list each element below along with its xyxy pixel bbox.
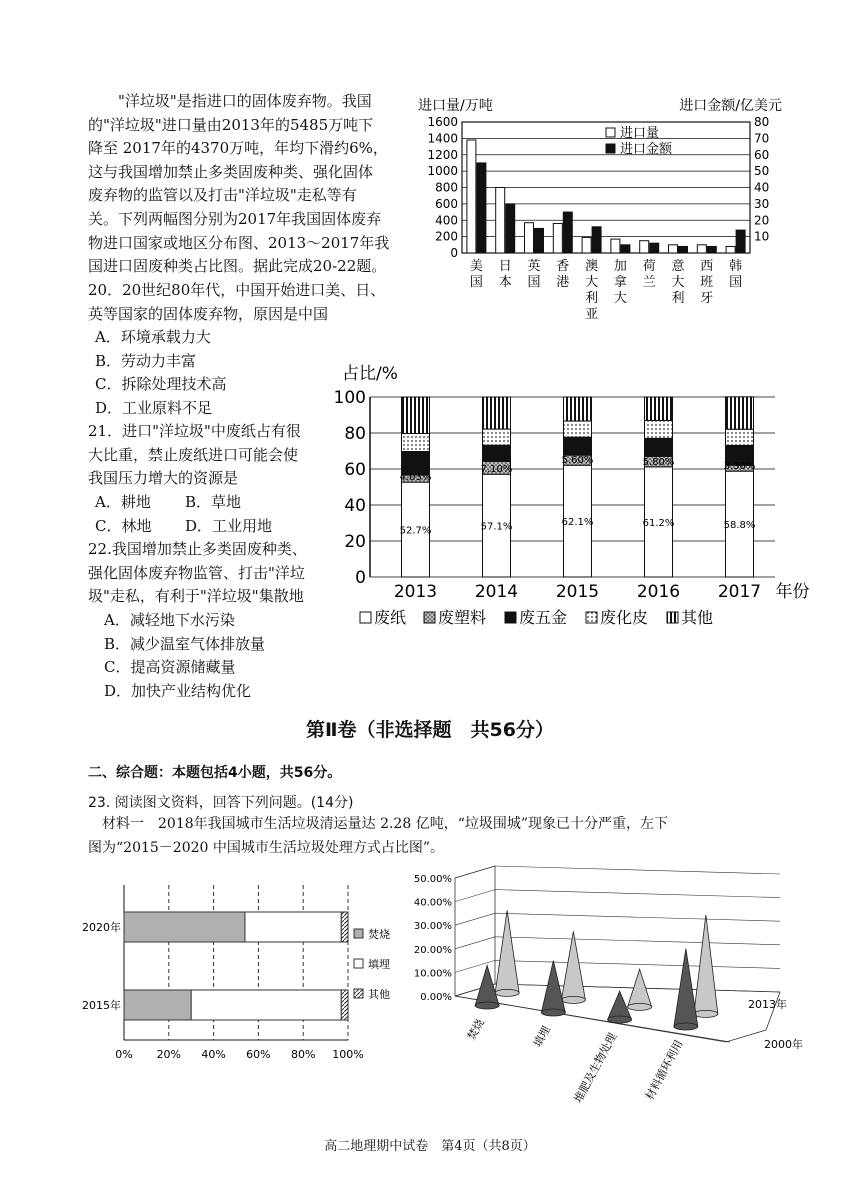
- bar-quantity: [467, 140, 476, 253]
- category-label: 2020年: [82, 921, 121, 934]
- depth-label: 2000年: [764, 1038, 803, 1051]
- right-tick-label: 70: [754, 131, 770, 146]
- legend-swatch: [354, 959, 363, 968]
- stack-segment: [645, 397, 673, 420]
- category-label: 国: [469, 275, 483, 290]
- intro-line: 关。下列两幅图分别为2017年我国固体废弃: [88, 209, 382, 228]
- category-label: 国: [527, 275, 541, 290]
- q22-stem-line: 圾"走私，有利于"洋垃圾"集散地: [88, 587, 304, 606]
- bar-amount: [506, 204, 515, 253]
- y-tick-label: 0.00%: [420, 992, 452, 1003]
- q21-option-a: A．耕地: [95, 493, 151, 511]
- category-label: 牙: [700, 291, 714, 306]
- depth-label: 2013年: [748, 998, 787, 1011]
- q20-option-a: A．环境承载力大: [95, 328, 211, 346]
- legend-swatch: [667, 612, 678, 623]
- category-label: 2015年: [82, 999, 121, 1012]
- x-tick-label: 60%: [246, 1048, 271, 1061]
- x-tick-label: 2015: [555, 582, 600, 602]
- right-tick-label: 20: [754, 213, 770, 228]
- category-label: 意: [671, 259, 685, 274]
- gridline: [495, 913, 780, 921]
- data-label: 5.60%: [561, 455, 594, 467]
- y-tick-label: 30.00%: [413, 921, 452, 933]
- method-hbar-chart: [80, 880, 400, 1070]
- x-tick-label: 100%: [332, 1048, 364, 1061]
- category-label: 美: [469, 259, 483, 274]
- right-tick-label: 10: [754, 229, 770, 244]
- y-tick-label: 80: [344, 424, 366, 444]
- y-tick-label: 10.00%: [413, 968, 452, 980]
- stack-segment: [564, 421, 592, 437]
- category-label: 填埋: [531, 1023, 554, 1050]
- cone-base: [628, 1003, 652, 1010]
- legend-label: 废化皮: [600, 608, 649, 627]
- gridline: [455, 913, 495, 925]
- data-label: 52.7%: [399, 525, 432, 537]
- bar-amount: [707, 246, 716, 253]
- x-tick-label: 40%: [201, 1048, 226, 1061]
- bar-quantity: [553, 224, 562, 253]
- data-label: 4.03%: [399, 472, 432, 484]
- q22-option-b: B．减少温室气体排放量: [104, 634, 266, 653]
- q22-options: [104, 609, 265, 703]
- cone-base: [694, 1010, 718, 1017]
- cone-chart-plot: [414, 866, 803, 1105]
- q21-options-row: [95, 491, 272, 515]
- category-label: 材料循环利用: [643, 1037, 686, 1103]
- y-axis-title: 占比/%: [342, 364, 398, 384]
- category-label: 拿: [613, 275, 627, 290]
- bar-amount: [736, 230, 745, 253]
- bar-quantity: [496, 188, 505, 254]
- gridline: [495, 866, 780, 874]
- gridline: [495, 960, 780, 968]
- q21-option-b: B．草地: [185, 493, 242, 511]
- page-footer: 高二地理期中试卷 第4页（共8页）: [324, 1139, 536, 1154]
- q20-stem-line: 英等国家的固体废弃物，原因是中国: [88, 304, 329, 323]
- gridline: [495, 937, 780, 945]
- stack-segment: [483, 397, 511, 429]
- category-label: 加: [613, 259, 627, 274]
- x-tick-label: 2016: [636, 582, 681, 602]
- q22-stem-line: 22.我国增加禁止多类固废种类、: [88, 540, 307, 558]
- data-label: 61.2%: [642, 517, 675, 529]
- cone: [495, 910, 519, 993]
- right-tick-label: 30: [754, 196, 770, 211]
- q20-stem: [88, 279, 385, 326]
- stack-segment: [726, 429, 754, 445]
- right-tick-label: 50: [754, 164, 770, 179]
- bar-quantity: [726, 246, 735, 253]
- material1: [88, 812, 788, 860]
- y-tick-label: 50.00%: [413, 874, 452, 885]
- stack-segment: [483, 445, 511, 461]
- bar-quantity: [611, 239, 620, 253]
- x-axis-suffix: 年份: [775, 582, 810, 602]
- intro-line: 废弃物的监管以及打击"洋垃圾"走私等有: [88, 186, 357, 205]
- gridline: [455, 937, 495, 949]
- q22-option-c: C．提高资源储藏量: [104, 658, 236, 677]
- legend-label: 废塑料: [438, 608, 487, 627]
- cone-base: [561, 996, 585, 1003]
- data-label: 7.10%: [480, 464, 513, 476]
- stack-segment: [564, 437, 592, 455]
- intro-paragraph: [88, 90, 410, 279]
- right-axis-title: 进口金额/亿美元: [679, 98, 782, 114]
- q22-stem: [88, 538, 307, 609]
- legend-swatch: [360, 612, 371, 623]
- cone-base: [608, 1016, 632, 1023]
- q22-option-d: D．加快产业结构优化: [104, 681, 252, 700]
- x-tick-label: 2014: [474, 582, 519, 602]
- legend-swatch: [586, 612, 597, 623]
- bar-segment: [191, 990, 341, 1020]
- left-tick-label: 600: [435, 196, 458, 211]
- legend-label: 其他: [368, 988, 390, 1001]
- material1-line: 图为“2015－2020 中国城市生活垃圾处理方式占比图”。: [88, 840, 445, 856]
- y-tick-label: 100: [333, 388, 366, 408]
- category-label: 本: [498, 275, 512, 290]
- category-label: 大: [585, 275, 599, 290]
- category-label: 港: [556, 275, 570, 290]
- stack-segment: [645, 438, 673, 456]
- method-chart-plot: [82, 885, 390, 1061]
- import-bar-chart: [410, 88, 790, 338]
- category-label: 利: [585, 291, 599, 306]
- bar-amount: [563, 212, 572, 253]
- q21-stem-line: 21．进口"洋垃圾"中废纸占有很: [88, 422, 301, 440]
- legend-label: 进口金额: [620, 142, 673, 157]
- category-label: 英: [527, 259, 541, 274]
- cone-base: [475, 1002, 499, 1009]
- cone: [694, 915, 718, 1014]
- category-label: 香: [556, 259, 570, 274]
- cone-base: [541, 1009, 565, 1016]
- cone: [541, 961, 565, 1013]
- cone-chart: [400, 868, 803, 1123]
- left-tick-label: 200: [435, 229, 458, 244]
- intro-line: 的"洋垃圾"进口量由2013年的5485万吨下: [88, 115, 374, 134]
- cone-base: [495, 989, 519, 996]
- q23-header: 23. 阅读图文资料，回答下列问题。(14分): [88, 795, 354, 811]
- category-label: 焚烧: [464, 1016, 487, 1043]
- legend-label: 焚烧: [368, 928, 390, 941]
- category-label: 亚: [585, 307, 599, 322]
- intro-line: 降至 2017年的4370万吨，年均下滑约6%，: [88, 139, 388, 158]
- legend-label: 填埋: [368, 958, 390, 971]
- cone: [674, 949, 698, 1027]
- intro-line: 物进口国家或地区分布图、2013～2017年我: [88, 233, 390, 252]
- category-label: 班: [700, 275, 714, 290]
- composition-stacked-chart: [330, 355, 810, 655]
- legend-label: 废纸: [374, 608, 407, 627]
- bar-amount: [621, 245, 630, 253]
- left-tick-label: 1600: [427, 115, 458, 129]
- cone: [475, 965, 499, 1005]
- legend-swatch: [354, 929, 363, 938]
- bar-quantity: [669, 245, 678, 253]
- left-axis-title: 进口量/万吨: [418, 98, 493, 114]
- bar-segment: [124, 912, 245, 942]
- stack-segment: [402, 433, 430, 451]
- bar-segment: [341, 912, 348, 942]
- y-tick-label: 20: [344, 532, 366, 552]
- q21-stem: [88, 420, 301, 491]
- legend-swatch-quantity: [606, 128, 615, 137]
- category-label: 大: [613, 291, 627, 306]
- stack-segment: [483, 429, 511, 445]
- stack-segment: [645, 420, 673, 438]
- stack-segment: [402, 397, 430, 433]
- q20-stem-line: 20．20世纪80年代，中国开始进口美、日、: [88, 281, 386, 299]
- import-chart-plot: [427, 115, 769, 322]
- category-label: 西: [700, 259, 714, 274]
- bar-amount: [650, 243, 659, 253]
- q20-option-d: D．工业原料不足: [95, 398, 213, 417]
- stack-segment: [726, 397, 754, 429]
- q21-options: [95, 491, 272, 538]
- left-tick-label: 1400: [427, 131, 458, 146]
- right-tick-label: 80: [754, 115, 770, 129]
- bar-quantity: [582, 237, 591, 253]
- y-tick-label: 40.00%: [413, 897, 452, 909]
- legend-swatch: [424, 612, 435, 623]
- bar-quantity: [697, 245, 706, 253]
- right-tick-label: 60: [754, 147, 770, 162]
- y-tick-label: 0: [355, 568, 366, 588]
- q22-option-a: A．减轻地下水污染: [104, 611, 235, 629]
- bar-amount: [592, 227, 601, 253]
- intro-line: "洋垃圾"是指进口的固体废弃物。我国: [118, 92, 372, 110]
- legend-label: 废五金: [519, 608, 568, 627]
- section2-header: 二、综合题：本题包括4小题，共56分。: [88, 765, 342, 781]
- data-label: 3.30%: [723, 461, 756, 473]
- category-label: 韩: [729, 259, 743, 274]
- q21-stem-line: 我国压力增大的资源是: [88, 469, 239, 488]
- legend-swatch: [354, 989, 363, 998]
- category-label: 堆肥及生物处理: [571, 1030, 620, 1105]
- left-tick-label: 800: [435, 180, 458, 195]
- y-tick-label: 40: [344, 496, 366, 516]
- category-label: 国: [729, 275, 743, 290]
- left-tick-label: 0: [450, 246, 458, 260]
- legend-swatch: [505, 612, 516, 623]
- data-label: 57.1%: [480, 521, 513, 533]
- category-label: 日: [498, 259, 512, 274]
- bar-amount: [535, 228, 544, 253]
- legend-swatch-amount: [606, 144, 615, 153]
- bar-quantity: [525, 223, 534, 253]
- x-tick-label: 20%: [156, 1048, 182, 1061]
- legend-label: 进口量: [620, 126, 660, 141]
- data-label: 62.1%: [561, 517, 594, 529]
- q20-option-b: B．劳动力丰富: [95, 351, 197, 370]
- intro-line: 这与我国增加禁止多类固废种类、强化固体: [88, 162, 374, 181]
- q20-option-c: C．拆除处理技术高: [95, 375, 227, 394]
- intro-line: 国进口固废种类占比图。据此完成20-22题。: [88, 257, 387, 276]
- material1-line: 材料一 2018年我国城市生活垃圾清运量达 2.28 亿吨，“垃圾围城”现象已十分严重，左下: [102, 816, 669, 832]
- gridline: [455, 866, 495, 878]
- category-label: 利: [671, 291, 685, 306]
- cone: [561, 931, 585, 999]
- q20-options: [95, 326, 226, 420]
- bar-segment: [245, 912, 341, 942]
- q21-option-c: C．林地: [95, 516, 152, 535]
- category-label: 澳: [585, 259, 599, 274]
- left-tick-label: 400: [435, 213, 458, 228]
- data-label: 5.80%: [642, 456, 675, 468]
- right-tick-label: 40: [754, 180, 770, 195]
- q21-stem-line: 大比重，禁止废纸进口可能会使: [88, 445, 299, 464]
- bar-quantity: [640, 241, 649, 253]
- bar-segment: [341, 990, 348, 1020]
- x-tick-label: 2013: [393, 582, 438, 602]
- x-tick-label: 0%: [115, 1048, 133, 1061]
- gridline: [455, 890, 495, 902]
- x-tick-label: 80%: [290, 1048, 316, 1061]
- left-tick-label: 1000: [427, 164, 458, 179]
- data-label: 58.8%: [723, 520, 756, 532]
- category-label: 大: [671, 275, 685, 290]
- bar-segment: [124, 990, 191, 1020]
- cone-base: [674, 1023, 698, 1030]
- gridline: [495, 890, 780, 898]
- q22-stem-line: 强化固体废弃物监管、打击"洋垃: [88, 563, 305, 582]
- bar-amount: [477, 163, 486, 253]
- category-label: 荷: [642, 259, 656, 274]
- section-title: 第Ⅱ卷（非选择题 共56分）: [306, 719, 554, 741]
- legend-label: 其他: [681, 608, 714, 627]
- q21-option-d: D．工业用地: [185, 516, 273, 535]
- y-tick-label: 60: [344, 460, 366, 480]
- left-tick-label: 1200: [427, 147, 458, 162]
- category-label: 兰: [642, 275, 656, 290]
- x-tick-label: 2017: [717, 582, 762, 602]
- bar-amount: [679, 246, 688, 253]
- q21-options-row: [95, 515, 272, 539]
- composition-chart-plot: [334, 388, 810, 627]
- y-tick-label: 20.00%: [413, 944, 452, 956]
- stack-segment: [564, 397, 592, 421]
